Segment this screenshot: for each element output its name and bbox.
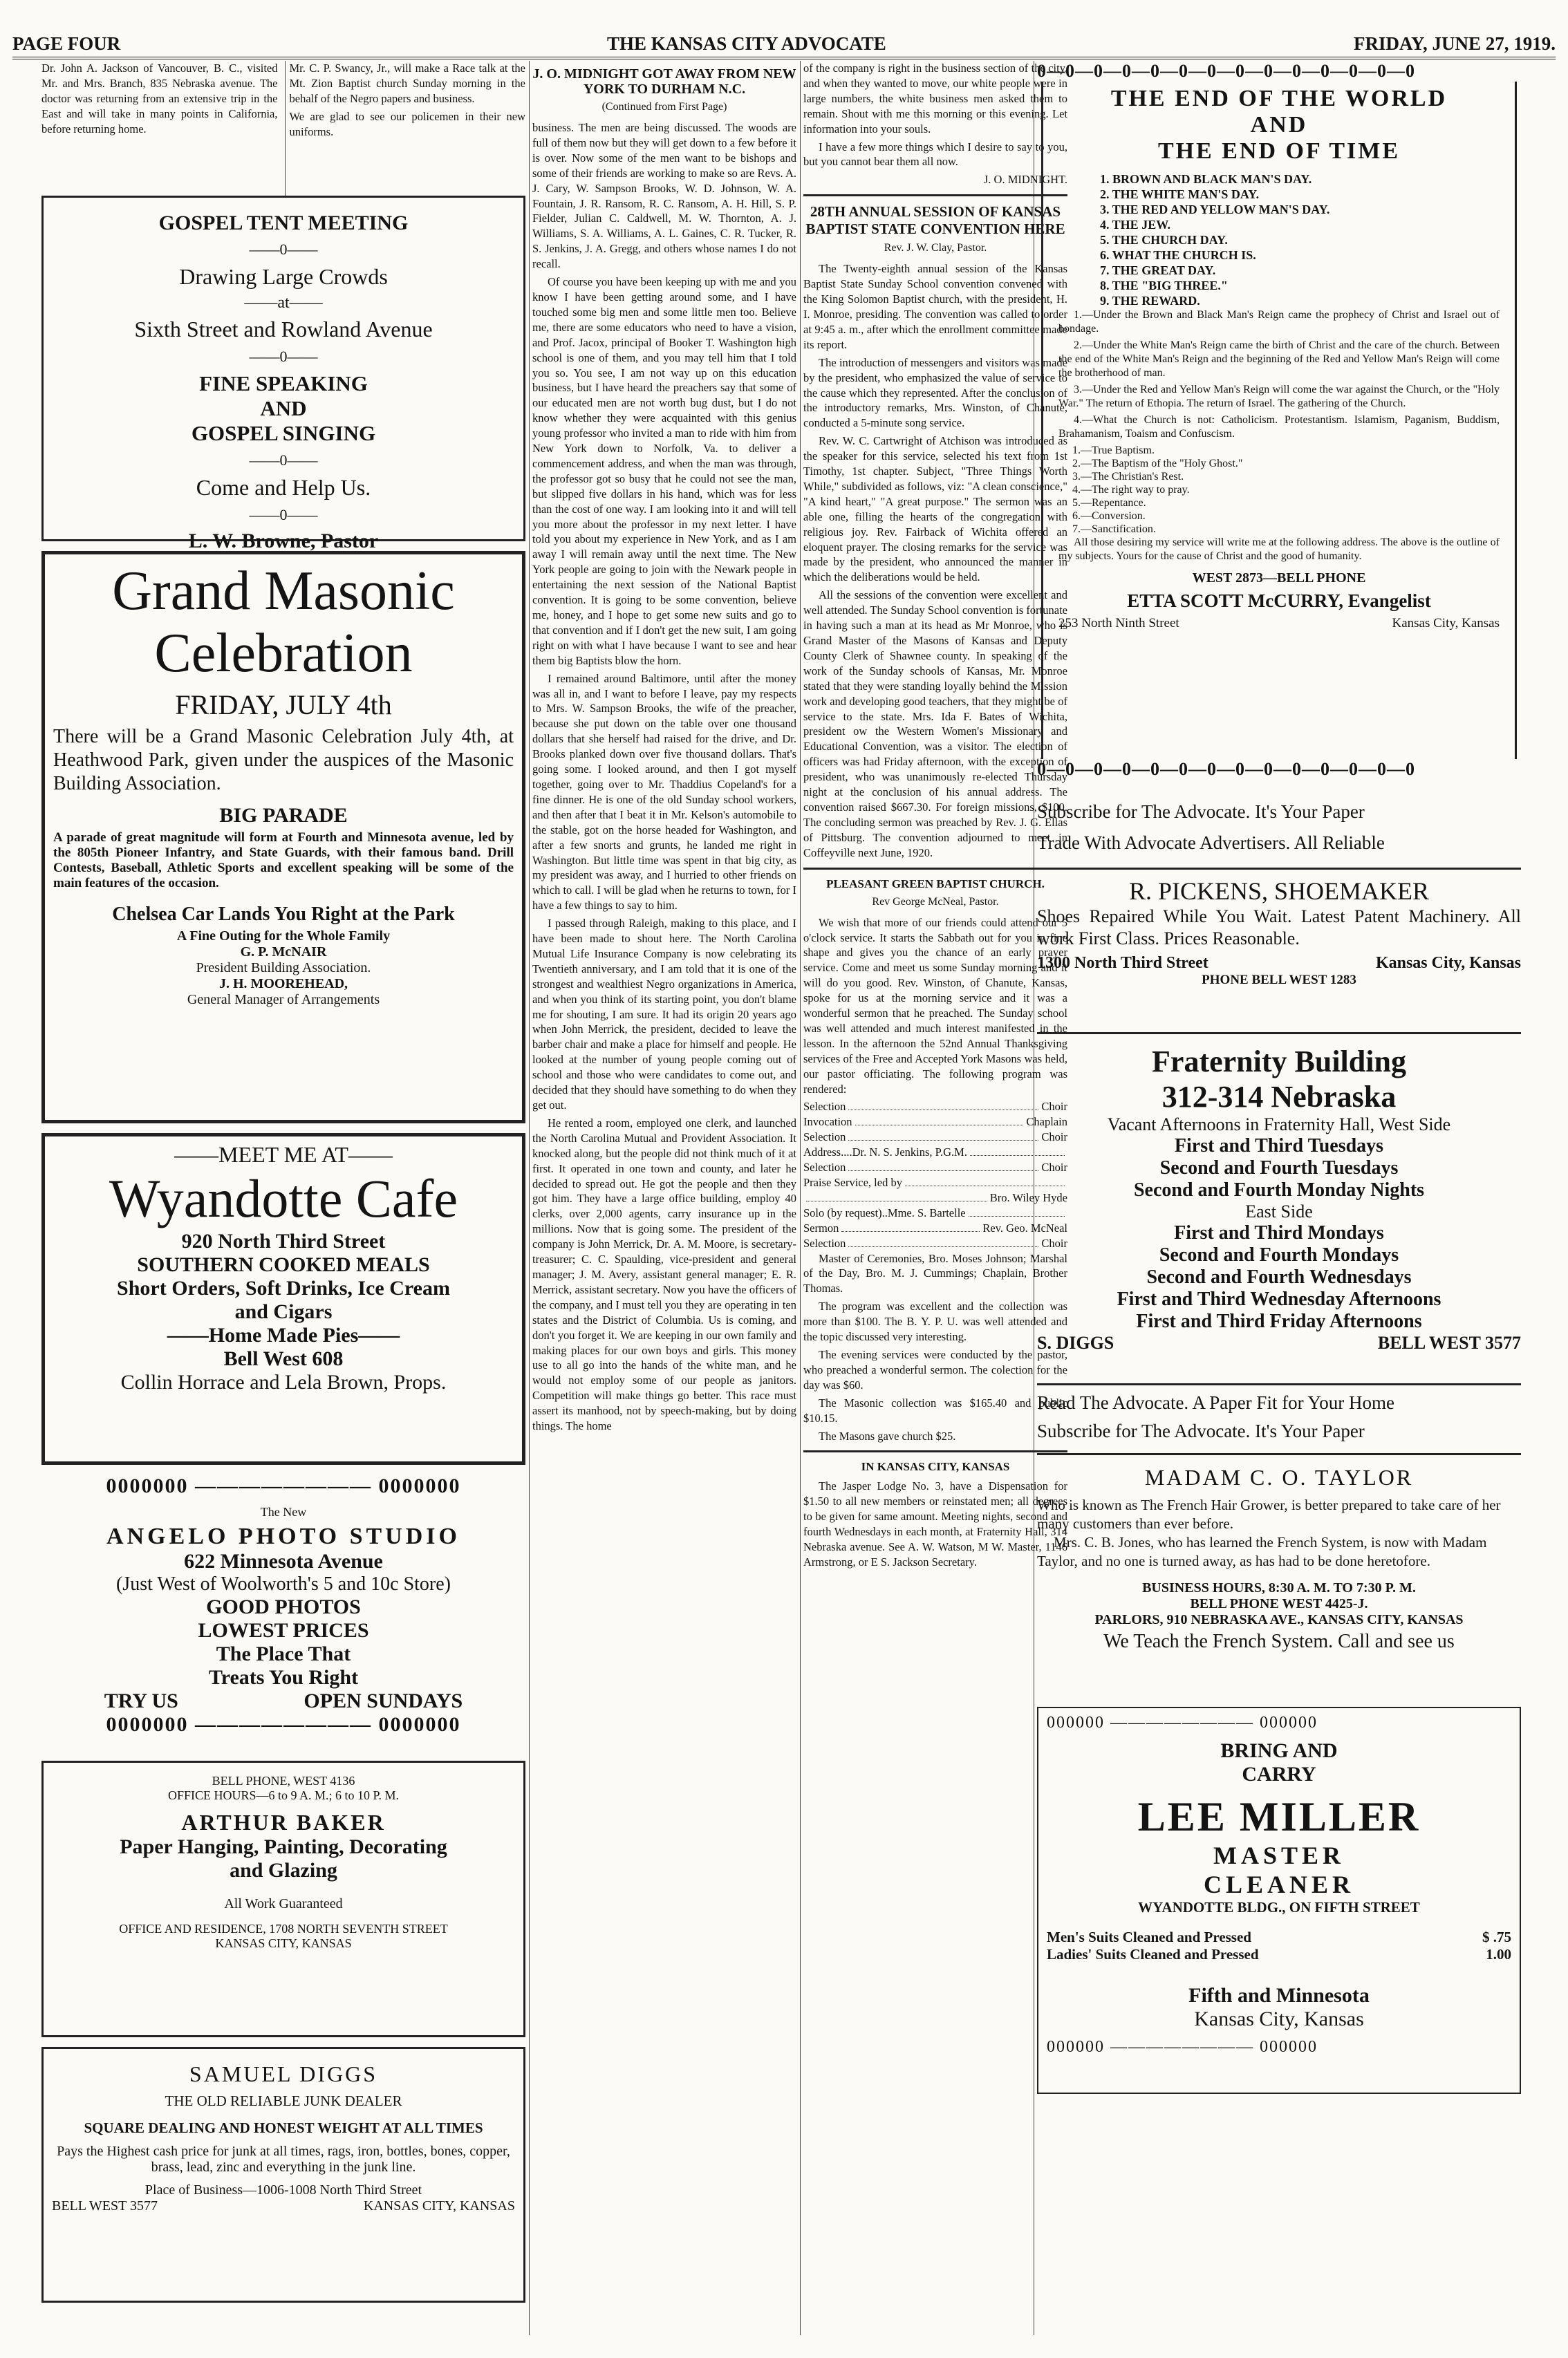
swancy-note: Mr. C. P. Swancy, Jr., will make a Race talk at the Mt. Zion Baptist church Sunday morning in the behalf of the Negro papers and business. — [289, 62, 525, 105]
miller-building: WYANDOTTE BLDG., ON FIFTH STREET — [1138, 1899, 1420, 1916]
end-title: AND — [1250, 112, 1308, 138]
end-note: 2.—Under the White Man's Reign came the birth of Christ and the care of the church. Between the end of the White Man's Reign and the beginning of the Red and Yellow Man's Reign will come the brotherhood of man. — [1058, 339, 1500, 379]
arthur-baker-ad — [41, 1761, 525, 2037]
masonic-celebration-ad — [41, 551, 525, 1123]
program-performer: Choir — [1041, 1236, 1067, 1250]
divider — [803, 1450, 1067, 1452]
midnight-headline: J. O. MIDNIGHT GOT AWAY FROM NEW YORK TO DURHAM N.C. — [532, 66, 796, 97]
miller-line: BRING AND — [1220, 1739, 1338, 1762]
car-line: Chelsea Car Lands You Right at the Park — [112, 904, 455, 925]
end-list — [1058, 171, 1500, 308]
separator: ——0—— — [249, 506, 318, 523]
end-note: 3.—Under the Red and Yellow Man's Reign will come the war against the Church, or the "Holy War." The return of Ethopia. The return of Israel. The gathering of the Church. — [1058, 384, 1500, 409]
miller-price-value: $ .75 — [1482, 1929, 1511, 1945]
pickens-city: Kansas City, Kansas — [1375, 954, 1521, 972]
article-paragraph: The Jasper Lodge No. 3, have a Dispensation for $1.50 to all new members or reinstated men; all degrees to be given for same amount. Meeting nights, second and fourth Wednesdays in each month, at Fraternity Hall, 314 Nebraska avenue. See A. W. Watson, M W. Master, 1146 Armstrong, or E S. Jackson Secretary. — [803, 1479, 1067, 1569]
column-4 — [1037, 61, 1521, 2335]
baker-city: KANSAS CITY, KANSAS — [215, 1936, 352, 1950]
read-line: Read The Advocate. A Paper Fit for Your Home — [1037, 1383, 1521, 1414]
pickens-body: Shoes Repaired While You Wait. Latest Patent Machinery. All work First Class. Prices Reasonable. — [1037, 906, 1521, 948]
parade-body: A parade of great magnitude will form at Fourth and Minnesota avenue, led by the 805th Pioneer Infantry, and State Guards, with their famous band. Drill Contests, Baseball, Athletic Sports and excellent speaking will be some of the main features of the occasion. — [53, 830, 514, 890]
masthead — [12, 33, 1556, 59]
outing-line: A Fine Outing for the Whole Family — [176, 928, 391, 944]
program-item: Praise Service, led by — [803, 1176, 902, 1189]
separator: ——at—— — [244, 294, 323, 312]
ad-border: 0—0—0—0—0—0—0—0—0—0—0—0—0—0 — [1037, 759, 1415, 779]
frat-line: Second and Fourth Mondays — [1159, 1244, 1399, 1266]
end-list-item: 6. WHAT THE CHURCH IS. — [1100, 248, 1256, 262]
miller-cleaner: CLEANER — [1203, 1871, 1355, 1898]
miller-line: CARRY — [1242, 1763, 1316, 1786]
angelo-line: Treats You Right — [208, 1666, 359, 1689]
masonic-date: FRIDAY, JULY 4th — [175, 689, 392, 720]
signer-title: General Manager of Arrangements — [187, 992, 380, 1007]
madam-taylor-ad — [1037, 1453, 1521, 1700]
tent-line: Come and Help Us. — [196, 475, 371, 500]
end-note: 4.—What the Church is not: Catholicism. Protestantism. Islamism, Paganism, Buddism, Brahamanism, Toaism and Confuscism. — [1058, 414, 1500, 440]
program-row — [803, 1145, 1067, 1160]
angelo-sundays: OPEN SUNDAYS — [304, 1690, 463, 1712]
tent-title: GOSPEL TENT MEETING — [158, 212, 409, 234]
article-paragraph: The program was excellent and the collection was more than $100. The B. Y. P. U. was well attended and the topic discussed very interesting. — [803, 1300, 1067, 1344]
program-performer: Choir — [1041, 1161, 1067, 1175]
frat-line: Second and Fourth Tuesdays — [1159, 1157, 1399, 1179]
tent-line: GOSPEL SINGING — [191, 421, 376, 445]
program-row — [803, 1206, 1067, 1221]
program-leader — [841, 1221, 980, 1232]
program-row — [803, 1099, 1067, 1114]
masonic-body: There will be a Grand Masonic Celebration July 4th, at Heathwood Park, given under the auspices of the Masonic Building Association. — [53, 726, 514, 794]
separator: ——0—— — [249, 241, 318, 258]
taylor-body: Who is known as The French Hair Grower, is better prepared to take care of her many customers than ever before. — [1037, 1497, 1501, 1532]
angelo-border: 0000000 ———————— 0000000 — [106, 1713, 461, 1736]
taylor-parlors: PARLORS, 910 NEBRASKA AVE., KANSAS CITY, KANSAS — [1094, 1612, 1464, 1627]
samuel-diggs-ad — [41, 2047, 525, 2303]
end-note: 1.—Under the Brown and Black Man's Reign came the prophecy of Christ and Israel out of bondage. — [1058, 309, 1500, 335]
end-list-item: 3. THE RED AND YELLOW MAN'S DAY. — [1100, 203, 1330, 216]
column-3 — [803, 61, 1067, 2335]
end-title: THE END OF TIME — [1157, 138, 1401, 164]
separator: ——0—— — [249, 348, 318, 365]
subscribe-line: Subscribe for The Advocate. It's Your Paper — [1037, 1421, 1365, 1441]
taylor-phone: BELL PHONE WEST 4425-J. — [1190, 1596, 1368, 1611]
article-paragraph: I have a few more things which I desire to say to you, but you cannot bear them all now. — [803, 140, 1067, 169]
program-item: Selection — [803, 1100, 846, 1114]
end-note-item: 5.—Repentance. — [1072, 497, 1146, 509]
policemen-note: We are glad to see our policemen in their new uniforms. — [289, 109, 525, 138]
article-paragraph: I remained around Baltimore, until after the money was all in, and I want to before I leave, pay my respects to Mrs. W. Sampson Brooks, the wife of the preacher, because she put down on the table over one thousand dollars that she herself had raised for the drive, and Dr. Brooks planked down over five thousand dollars. That's going some. I looked around, and then I got myself together, going over to Mr. Thaddius Copeland's for a fine dinner. He is one of the old Sunday school workers, and then after that I beat it in Mr. Kelson's automobile to the stable, got on the horse headed for Washington, and after a few snorts and grunts, he landed me right in Washington. But little time was spent in that big city, as my president was away, and I hurried to other friends on which to call. I will be glad when he returns to town, for I have a few things to say to him. — [532, 671, 796, 913]
frat-line: Vacant Afternoons in Fraternity Hall, West Side — [1107, 1114, 1451, 1134]
tent-location: Sixth Street and Rowland Avenue — [134, 317, 433, 341]
article-paragraph: Rev. W. C. Cartwright of Atchison was introduced as the speaker for this service, selected his text from 1st Timothy, 1st chapter. Subject, "Three Things Worth While," subdivided as follows, viz: "A clean conscience," "A kind heart," "A great purpose." The sermon was an able one, filling the hearts of the congregation with religious joy. Rev. Fairback of Wichita offered an eloquent prayer. The closing remarks for the service was made by the president, who announced the manner in which the deliberations would be held. — [803, 434, 1067, 584]
end-note-item: 3.—The Christian's Rest. — [1072, 471, 1184, 483]
separator: ——0—— — [249, 451, 318, 469]
ad-border: 0—0—0—0—0—0—0—0—0—0—0—0—0—0 — [1037, 61, 1415, 81]
frat-line: Second and Fourth Monday Nights — [1133, 1179, 1425, 1201]
end-list-item: 7. THE GREAT DAY. — [1100, 263, 1216, 277]
cafe-line: 920 North Third Street — [181, 1230, 386, 1253]
program-item: Sermon — [803, 1221, 839, 1235]
column-2 — [532, 61, 796, 2335]
pleasant-green-pastor: Rev George McNeal, Pastor. — [872, 895, 999, 908]
miller-price-label: Ladies' Suits Cleaned and Pressed — [1047, 1946, 1259, 1963]
wyandotte-cafe-ad — [41, 1133, 525, 1465]
program-leader — [848, 1130, 1038, 1141]
end-city: Kansas City, Kansas — [1392, 616, 1500, 630]
program-item: Solo (by request)..Mme. S. Bartelle — [803, 1206, 966, 1219]
frat-line: Second and Fourth Wednesdays — [1146, 1266, 1412, 1288]
program-performer: Choir — [1041, 1100, 1067, 1114]
end-name: ETTA SCOTT McCURRY, Evangelist — [1127, 590, 1431, 611]
angelo-line: 622 Minnesota Avenue — [184, 1550, 383, 1573]
end-list-item: 9. THE REWARD. — [1100, 294, 1200, 308]
miller-name: LEE MILLER — [1137, 1794, 1421, 1840]
miller-master: MASTER — [1213, 1842, 1345, 1869]
program-performer: Choir — [1041, 1130, 1067, 1144]
program-leader — [806, 1190, 987, 1201]
angelo-border: 0000000 ———————— 0000000 — [106, 1475, 461, 1497]
program-performer: Rev. Geo. McNeal — [982, 1221, 1067, 1235]
program-leader — [848, 1160, 1038, 1171]
tent-line: AND — [260, 396, 307, 420]
angelo-photo-ad — [41, 1475, 525, 1751]
article-paragraph: We wish that more of our friends could attend our 5 o'clock service. It starts the Sabbath out for you in fine shape and gives you the chance of an early prayer service. Come and meet us some Sunday morning and it will do you good. Rev. Winston, of Chanute, Kansas, spoke for us at the morning service and it was a wonderful sermon that he preached. The Sunday school was well attended and much interest manifested in the lesson. In the afternoon the 52nd Annual Thanksgiving services of the Free and Accepted York Masons was held, our pastor officiating. The following program was rendered: — [803, 915, 1067, 1096]
end-title: THE END OF THE WORLD — [1110, 86, 1448, 111]
angelo-line: LOWEST PRICES — [198, 1619, 369, 1642]
pickens-name: R. PICKENS, SHOEMAKER — [1128, 877, 1430, 905]
page-number: PAGE FOUR — [12, 33, 121, 54]
article-paragraph: Of course you have been keeping up with me and you know I have been getting around some, and I have touched some big men and some little men too. Believe me, there are some educators who need to have a vision, and Prof. Jacox, principal of Booker T. Washington high school is one of them, and you may tell him that I told you so. You see, I am not way up on this education business, but I have heard the preachers say that some of our educated men are not worth bug dust, but I do not know whether they were acquainted with this genius young professor who invited a man to ride with him from New York down to Norfolk, Va. to deliver a commencement address, and when the man was through, the professor got so busy that he could not see the man, but slipped five dollars in his hand, which was for less than the cost of one way. I am looking into it and will tell you more about the professor in my next letter. I have told you about my experience in New York, and as I am away I will remain away until the next time. The New York people are going to join with the Newark people in entertaining the next session of the National Baptist convention. It is going to be some convention, believe me, honey, and I hope to get some new suits and go to that convention and if I don't get the new suit, I am going right on with what I have because I want to see and hear them big Baptists blow the horn. — [532, 275, 796, 667]
pickens-address: 1300 North Third Street — [1037, 954, 1208, 972]
continued-note: (Continued from First Page) — [601, 101, 727, 113]
divider — [803, 194, 1067, 196]
program-leader — [848, 1099, 1038, 1110]
cafe-line: Short Orders, Soft Drinks, Ice Cream — [117, 1277, 450, 1300]
tent-pastor: L. W. Browne, Pastor — [188, 530, 379, 552]
miller-price-label: Men's Suits Cleaned and Pressed — [1047, 1929, 1251, 1945]
cafe-props: Collin Horrace and Lela Brown, Props. — [120, 1371, 447, 1394]
divider — [803, 868, 1067, 870]
end-note-item: 7.—Sanctification. — [1072, 523, 1156, 535]
program-list — [803, 1099, 1067, 1251]
article-paragraph: The evening services were conducted by the pastor, who preached a wonderful sermon. The colection for the day was $60. — [803, 1347, 1067, 1392]
program-row — [803, 1236, 1067, 1251]
end-of-world-ad — [1037, 61, 1521, 790]
diggs-tag: THE OLD RELIABLE JUNK DEALER — [165, 2093, 402, 2109]
column-1 — [41, 61, 525, 2335]
end-list-item: 5. THE CHURCH DAY. — [1100, 233, 1228, 247]
end-list-item: 2. THE WHITE MAN'S DAY. — [1100, 187, 1260, 201]
frat-phone: BELL WEST 3577 — [1377, 1333, 1521, 1353]
program-row — [803, 1221, 1067, 1236]
column-divider — [800, 61, 801, 2335]
frat-line: East Side — [1245, 1201, 1313, 1222]
signer-name: G. P. McNAIR — [240, 944, 327, 960]
angelo-try: TRY US — [104, 1690, 178, 1712]
cafe-line: and Cigars — [234, 1300, 333, 1323]
frat-line: First and Third Friday Afternoons — [1136, 1311, 1422, 1332]
diggs-line: SQUARE DEALING AND HONEST WEIGHT AT ALL TIMES — [84, 2120, 483, 2136]
baptist-headline: 28TH ANNUAL SESSION OF KANSAS BAPTIST STATE CONVENTION HERE — [805, 203, 1065, 238]
parade-head: BIG PARADE — [219, 804, 348, 827]
taylor-name: MADAM C. O. TAYLOR — [1144, 1465, 1414, 1490]
angelo-name: ANGELO PHOTO STUDIO — [106, 1524, 460, 1549]
pickens-ad — [1037, 868, 1521, 1032]
miller-border: 000000 ———————— 000000 — [1047, 1714, 1318, 1732]
program-row — [803, 1114, 1067, 1130]
miller-price-value: 1.00 — [1486, 1946, 1511, 1963]
program-item: Address....Dr. N. S. Jenkins, P.G.M. — [803, 1145, 967, 1159]
tent-line: Drawing Large Crowds — [179, 264, 388, 289]
angelo-line: The Place That — [216, 1643, 351, 1665]
diggs-city: KANSAS CITY, KANSAS — [363, 2198, 515, 2214]
lee-miller-ad — [1037, 1707, 1521, 2094]
diggs-line: Pays the Highest cash price for junk at all times, rags, iron, bottles, bones, copper, brass, lead, zinc and everything in the junk line. — [57, 2144, 510, 2175]
kansas-city-headline: IN KANSAS CITY, KANSAS — [861, 1460, 1010, 1474]
miller-address: Fifth and Minnesota — [1188, 1984, 1370, 2007]
program-row — [803, 1130, 1067, 1145]
baker-hours: OFFICE HOURS—6 to 9 A. M.; 6 to 10 P. M. — [167, 1788, 400, 1802]
program-performer: Bro. Wiley Hyde — [989, 1190, 1067, 1204]
article-paragraph: The Masonic collection was $165.40 and public $10.15. — [803, 1396, 1067, 1425]
gospel-tent-ad — [41, 196, 525, 552]
frat-title: Fraternity Building — [1152, 1045, 1406, 1078]
end-list-item: 1. BROWN AND BLACK MAN'S DAY. — [1100, 172, 1312, 186]
end-phone: WEST 2873—BELL PHONE — [1192, 570, 1366, 586]
pickens-phone: PHONE BELL WEST 1283 — [1202, 973, 1356, 987]
cafe-line: SOUTHERN COOKED MEALS — [137, 1253, 430, 1276]
taylor-body: Mrs. C. B. Jones, who has learned the French System, is now with Madam Taylor, and no one is turned away, as has had to be done heretofore. — [1037, 1534, 1487, 1569]
frat-diggs: S. DIGGS — [1037, 1333, 1114, 1353]
program-item: Selection — [803, 1236, 846, 1250]
signer-name: J. H. MOOREHEAD, — [218, 976, 348, 991]
program-row — [803, 1160, 1067, 1175]
frat-line: First and Third Mondays — [1174, 1222, 1384, 1244]
article-paragraph: I passed through Raleigh, making to this place, and I have been made to shout here. The North Carolina Mutual Life Insurance Company is now celebrating its Twentieth anniversary, and I am told that it is one of the strongest and wealthiest Negro organizations in America, and when you think of its starting point, you don't blame me for shouting, I am sure. It had its origin 20 years ago when John Merrick, the president, decided to leave the barber chair and make a place for himself and people. He looked at the number of young people coming out of school and those who were candidates to come out, and decided that they should have something to do when they get out. — [532, 917, 796, 1112]
end-note-item: 1.—True Baptism. — [1072, 445, 1155, 456]
signer-title: President Building Association. — [196, 960, 371, 975]
program-row — [803, 1190, 1067, 1206]
end-list-item: 8. THE "BIG THREE." — [1100, 279, 1228, 292]
masonic-title: Celebration — [154, 623, 413, 684]
cafe-name: Wyandotte Cafe — [109, 1168, 458, 1228]
masonic-title: Grand Masonic — [112, 561, 455, 621]
article-signature: J. O. MIDNIGHT. — [983, 173, 1067, 187]
angelo-line: GOOD PHOTOS — [206, 1596, 361, 1618]
intro-notes — [41, 61, 525, 196]
end-address: 253 North Ninth Street — [1058, 616, 1179, 630]
jackson-note: Dr. John A. Jackson of Vancouver, B. C., visited Mr. and Mrs. Branch, 835 Nebraska avenue. The doctor was returning from an extensive trip in the East and will take in many points in California, before returning home. — [41, 62, 278, 135]
angelo-line: (Just West of Woolworth's 5 and 10c Store) — [115, 1573, 451, 1595]
trade-line: Trade With Advocate Advertisers. All Reliable — [1037, 832, 1385, 853]
frat-line: First and Third Tuesdays — [1174, 1135, 1384, 1157]
article-paragraph: The Masons gave church $25. — [819, 1429, 956, 1443]
issue-date: FRIDAY, JUNE 27, 1919. — [1353, 33, 1556, 54]
baker-name: ARTHUR BAKER — [181, 1810, 386, 1835]
program-leader — [848, 1236, 1038, 1247]
frat-line: First and Third Wednesday Afternoons — [1117, 1289, 1441, 1310]
end-list-item: 4. THE JEW. — [1100, 218, 1171, 232]
cafe-line: Bell West 608 — [223, 1347, 344, 1370]
article-paragraph: of the company is right in the business section of the city, and when they wanted to move, our white people were in large numbers, the white business men asked them to remain. Shout with me this morning or this evening. Let information into your souls. — [803, 62, 1067, 135]
frat-title: 312-314 Nebraska — [1161, 1080, 1397, 1114]
program-item: Invocation — [803, 1115, 852, 1129]
miller-address: Kansas City, Kansas — [1194, 2008, 1364, 2030]
program-item: Selection — [803, 1130, 846, 1144]
end-closing: All those desiring my service will write me at the following address. The above is the outline of my subjects. Yours for the cause of Christ and the good of humanity. — [1058, 536, 1500, 562]
column-divider — [529, 61, 530, 2335]
article-paragraph: The introduction of messengers and visitors was made by the president, who emphasized the value of service to the cause which they represented. After the conclusion of the introductory remarks, Mrs. Winston, of Chanute, conducted a 5-minute song service. — [803, 355, 1067, 430]
end-notes — [1058, 308, 1500, 441]
subscribe-line: Subscribe for The Advocate. It's Your Paper — [1037, 801, 1365, 822]
program-performer: Chaplain — [1026, 1115, 1067, 1129]
baker-phone: BELL PHONE, WEST 4136 — [212, 1774, 355, 1788]
diggs-phone: BELL WEST 3577 — [52, 2198, 158, 2214]
tent-line: FINE SPEAKING — [199, 371, 368, 395]
article-paragraph: business. The men are being discussed. The woods are full of them now but they will get down to a few before it is over. Now some of the men want to be bishops and some of their friends are working to make so are Revs. A. J. Cary, W. Sampson Brooks, W. D. Johnson, W. A. Fountain, J. R. Ransom, R. C. Ransom, A. H. Hill, S. P. Fielder, Julian C. Caldwell, M. W. Thornton, A. J. Williams, S. A. Williams, A. L. Gaines, C. R. Tucker, R. S. Jenkins, J. A. Gregg, and others whose names I do not recall. — [532, 121, 796, 271]
end-note-item: 6.—Conversion. — [1072, 510, 1146, 522]
baptist-pastor: Rev. J. W. Clay, Pastor. — [884, 242, 987, 254]
end-note-item: 2.—The Baptism of the "Holy Ghost." — [1072, 458, 1243, 469]
taylor-teach: We Teach the French System. Call and see us — [1103, 1631, 1455, 1652]
program-item: Selection — [803, 1161, 846, 1175]
baker-line: and Glazing — [230, 1859, 337, 1882]
article-paragraph: Master of Ceremonies, Bro. Moses Johnson; Marshal of the Day, Bro. M. J. Cummings; Chaplain, Brother Thomas. — [803, 1251, 1067, 1295]
miller-border: 000000 ———————— 000000 — [1047, 2038, 1318, 2056]
program-row — [803, 1175, 1067, 1190]
end-note-item: 4.—The right way to pray. — [1072, 484, 1190, 496]
program-leader — [855, 1114, 1024, 1125]
diggs-place: Place of Business—1006-1008 North Third Street — [144, 2182, 422, 2198]
article-paragraph: All the sessions of the convention were excellent and well attended. The Sunday School convention is fortunate in having such a man at its head as Mr Monroe, who is Grand Master of the Masons of Kansas and Deputy County Clerk of Shawnee county. In speaking of the work of the Sunday schools of Kansas, Mr. Monroe stated that they were standing loyally behind the Mission work and developing good teachers, that they might be of service to the state. Mrs. Ida F. Bates of Wichita, president ow the Western Women's Missionary and Educational Convention, was a visitor. The election of officers was had Friday afternoon, with the exception of president, who was unanimously re-elected Thursday night at the conclusion of his annual address. The convention raised $667.30. For foreign missions, $100. The concluding sermon was preached by Rev. J. G. Ellas of Pittsburg. The convention adjourned to meet in Coffeyville next June, 1920. — [803, 588, 1067, 859]
baker-office: OFFICE AND RESIDENCE, 1708 NORTH SEVENTH STREET — [119, 1922, 448, 1936]
article-paragraph: He rented a room, employed one clerk, and launched the North Carolina Mutual and Provident Association. It knocked along, but the people did not think much of it at first. It operated in one town and county, and later he decided to spread out. He got the people and then they got him. They have a large office building, employ 40 clerks, over 2,000 agents, carry insurance up in the millions. Now that is going some. The president of the company is John Merrick, Dr. A. M. Moore, is secretary-treasurer; C. C. Spaulding, vice-president and general manager; J. M. Avery, assistant general manager; E. R. Merrick, assistant secretary. Now you have the officers of the company, and I must tell you they are operating in ten states and the District of Columbia. Us is coming, and don't you forget it. We are keeping in our own family and making places for our own boys and girls. This money use to all go into the hands of the white man, and he would not employ some of our people as janitors. Competition will make things go better. This race must assert its manhood, not by speech-making, but by doing things. The home — [532, 1116, 796, 1433]
paper-title: THE KANSAS CITY ADVOCATE — [607, 33, 886, 54]
pleasant-green-headline: PLEASANT GREEN BAPTIST CHURCH. — [826, 877, 1045, 890]
cafe-line: ——Home Made Pies—— — [167, 1324, 400, 1347]
diggs-name: SAMUEL DIGGS — [189, 2061, 378, 2086]
fraternity-building-ad — [1037, 1032, 1521, 1372]
end-notes-2 — [1058, 444, 1500, 536]
baker-guarantee: All Work Guaranteed — [224, 1896, 343, 1911]
taylor-hours: BUSINESS HOURS, 8:30 A. M. TO 7:30 P. M. — [1142, 1580, 1416, 1596]
angelo-the-new: The New — [260, 1505, 307, 1519]
baker-line: Paper Hanging, Painting, Decorating — [120, 1835, 447, 1858]
cafe-meet: ——MEET ME AT—— — [174, 1142, 393, 1167]
article-paragraph: The Twenty-eighth annual session of the Kansas Baptist State Sunday School convention convened with the King Solomon Baptist church, with the president, H. I. Monroe, presiding. The convention was called to order at 9:45 a. m., after which the enrollment committee made its report. — [803, 262, 1067, 351]
